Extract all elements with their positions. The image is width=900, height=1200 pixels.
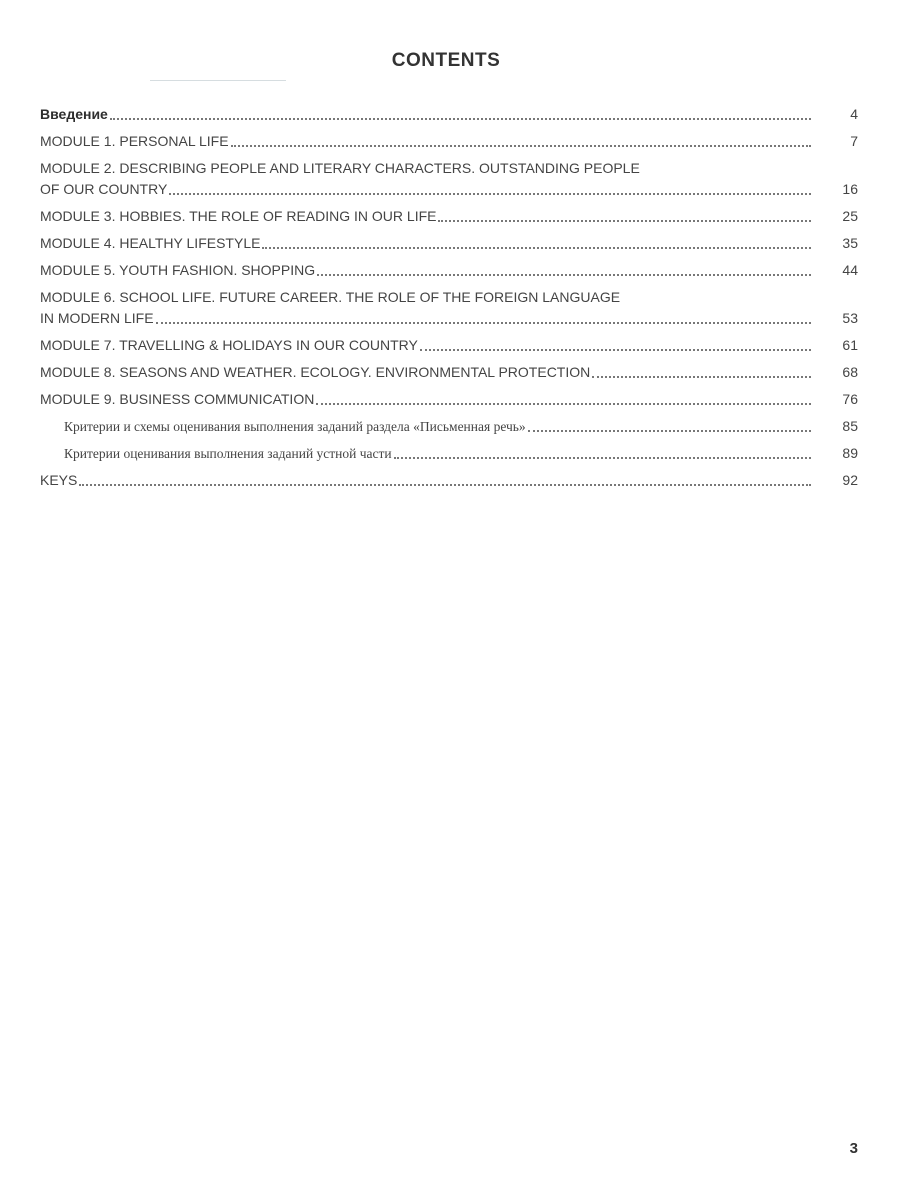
- toc-entry-label: MODULE 5. YOUTH FASHION. SHOPPING: [40, 262, 316, 278]
- toc-entry-label: IN MODERN LIFE: [40, 310, 154, 326]
- toc-entry-page: 25: [842, 208, 858, 224]
- toc-entry-writing-criteria[interactable]: [38, 416, 858, 437]
- toc-entry-label: OF OUR COUNTRY: [40, 181, 168, 197]
- toc-leader-dots: [169, 193, 811, 195]
- decorative-rule: [150, 80, 286, 81]
- toc-leader-dots: [231, 145, 811, 147]
- toc-leader-dots: [528, 430, 811, 432]
- toc-entry-label: MODULE 1. PERSONAL LIFE: [40, 133, 229, 149]
- toc-entry-label: KEYS: [40, 472, 78, 488]
- toc-entry-introduction[interactable]: [38, 104, 858, 125]
- toc-entry-module-7[interactable]: [38, 335, 858, 356]
- toc-entry-page: 35: [842, 235, 858, 251]
- toc-leader-dots: [394, 457, 811, 459]
- toc-entry-module-3[interactable]: [38, 206, 858, 227]
- toc-entry-speaking-criteria[interactable]: [38, 443, 858, 464]
- toc-entry-module-8[interactable]: [38, 362, 858, 383]
- toc-leader-dots: [316, 403, 811, 405]
- toc-entry-module-5[interactable]: [38, 260, 858, 281]
- toc-leader-dots: [262, 247, 811, 249]
- toc-entry-label-line1: MODULE 2. DESCRIBING PEOPLE AND LITERARY CHARACTERS. OUTSTANDING PEOPLE: [40, 160, 640, 176]
- toc-entry-page: 85: [842, 418, 858, 434]
- toc-entry-label: Критерии оценивания выполнения заданий устной части: [64, 446, 392, 461]
- toc-entry-page: 53: [842, 310, 858, 326]
- toc-entry-module-6[interactable]: [38, 287, 858, 329]
- toc-entry-label: MODULE 8. SEASONS AND WEATHER. ECOLOGY. ENVIRONMENTAL PROTECTION: [40, 364, 591, 380]
- toc-entry-page: 89: [842, 445, 858, 461]
- toc-entry-page: 7: [850, 133, 858, 149]
- toc-entry-module-9[interactable]: [38, 389, 858, 410]
- table-of-contents: [38, 104, 858, 497]
- toc-leader-dots: [420, 349, 811, 351]
- toc-entry-label: MODULE 4. HEALTHY LIFESTYLE: [40, 235, 261, 251]
- toc-entry-module-2[interactable]: [38, 158, 858, 200]
- toc-entry-page: 4: [850, 106, 858, 122]
- toc-leader-dots: [79, 484, 811, 486]
- page-number: 3: [849, 1140, 858, 1157]
- toc-entry-page: 76: [842, 391, 858, 407]
- toc-entry-page: 44: [842, 262, 858, 278]
- page-title: CONTENTS: [391, 50, 501, 71]
- toc-leader-dots: [317, 274, 811, 276]
- toc-entry-page: 92: [842, 472, 858, 488]
- toc-entry-keys[interactable]: [38, 470, 858, 491]
- toc-entry-label-line1: MODULE 6. SCHOOL LIFE. FUTURE CAREER. THE ROLE OF THE FOREIGN LANGUAGE: [40, 289, 621, 305]
- toc-entry-page: 16: [842, 181, 858, 197]
- toc-entry-label: MODULE 3. HOBBIES. THE ROLE OF READING IN OUR LIFE: [40, 208, 437, 224]
- toc-entry-label: Критерии и схемы оценивания выполнения заданий раздела «Письменная речь»: [64, 419, 526, 434]
- toc-entry-label: Введение: [40, 106, 108, 122]
- toc-entry-page: 68: [842, 364, 858, 380]
- toc-entry-label: MODULE 7. TRAVELLING & HOLIDAYS IN OUR COUNTRY: [40, 337, 418, 353]
- toc-leader-dots: [592, 376, 811, 378]
- toc-entry-label: MODULE 9. BUSINESS COMMUNICATION: [40, 391, 315, 407]
- toc-entry-module-1[interactable]: [38, 131, 858, 152]
- toc-leader-dots: [110, 118, 811, 120]
- toc-entry-module-4[interactable]: [38, 233, 858, 254]
- toc-leader-dots: [156, 322, 811, 324]
- toc-entry-page: 61: [842, 337, 858, 353]
- toc-leader-dots: [438, 220, 811, 222]
